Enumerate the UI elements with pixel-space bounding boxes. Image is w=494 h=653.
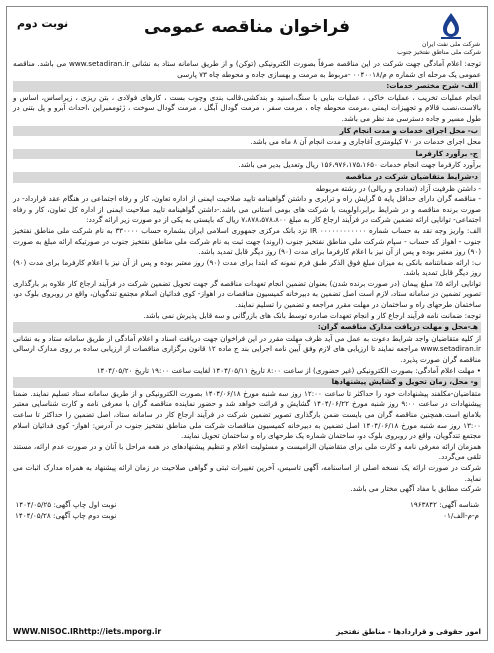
notice-body bbox=[7, 59, 487, 495]
iets-url[interactable]: http://iets.mporg.ir bbox=[78, 627, 162, 636]
ad-id: شناسه آگهی: ۱۹۶۳۸۴۲ bbox=[409, 499, 479, 509]
section-d-item-5: توانایی ارائه ۵٪ مبلغ پیمان (در صورت برنده شدن) بعنوان تضمین انجام تعهدات مناقصه گر جهت تحویل تضمین شرکت در فرآیند ارجاع کار علاوه بر بارگذاری تصویر تضمین در سامانه ستاد، لازم است اصل تضمین به دبیرخانه کمیسیون مناقصات در اهواز- کوی فدائیان اسلام مجتمع تندگویان، واقع در روبروی بلوک دو، ساختمان طرحهای راه و ساختمان در مهلت مقرر مراجعه و تضمین را تسلیم نمایند. bbox=[13, 278, 481, 310]
section-b-body: محل اجرای خدمات در ۷۰ کیلومتری آغاجاری و مدت انجام آن ۸ ماه می باشد. bbox=[250, 137, 481, 147]
section-a-body: انجام عملیات تخریب ، عملیات خاکی ، عملیات بنایی با سنگ،اسنید و بندکشی،قالب بندی وچوب بست ، کارهای فولادی ، بتن ریزی ، زیراساس، اساس و بالاست،نصب قالام و تجهیزات ایمنی ،مرمت محوطه چاه ، مرمت سفر ، مرمت گودال آبگل ، مرمت گودال سوخت ، ژئوممبراین ،احداث آبرو و پل بتنی در طول مسیر و جاده دسترسی مد نظر می باشد. bbox=[13, 92, 481, 123]
ad-id-col bbox=[410, 499, 479, 521]
section-h-title: هـ-محل و مهلت دریافت مدارک مناقصه گران: bbox=[13, 322, 481, 333]
pub-dates-col bbox=[15, 499, 116, 521]
publication-meta bbox=[7, 495, 487, 521]
section-d-item-1: - داشتن ظرفیت آزاد (تعدادی و ریالی) در رشته مربوطه bbox=[315, 183, 481, 193]
nisoc-url[interactable]: WWW.NISOC.IR bbox=[13, 627, 79, 636]
section-d-note: توجه: ضمانت نامه فرآیند ارجاع کار و انجام تعهدات صادره توسط بانک های بازرگانی و سه قابل پذیرش نمی باشد. bbox=[143, 310, 481, 320]
notice-header bbox=[7, 7, 487, 59]
section-v-body-4: شرکت مطابق با مفاد آگهی مختار می باشد. bbox=[350, 484, 481, 494]
section-c-title: ج- برآورد کارفرما bbox=[13, 149, 481, 160]
section-v-body-2: همزمان ارائه معرفی نامه و کارت ملی برای متقاضیان الزامیست و مسئولیت اعلام و تنظیم پیشنهادهای در همه مراحل با آنان و در صورت عدم ارائه، مستند تلقی می‌گردد. bbox=[13, 441, 481, 462]
org-name-1: شرکت ملی نفت ایران bbox=[421, 41, 481, 48]
department-name: امور حقوقی و قراردادها - مناطق نفتخیز bbox=[336, 627, 481, 636]
ad-ref: م-م-الف/۰۱ bbox=[443, 510, 479, 520]
section-d-title: د-شرایط متقاضیان شرکت در مناقصه bbox=[13, 172, 481, 183]
section-d-item-3: الف: واریز وجه نقد به حساب شماره ۰۰۰۰۰۰۰۰۰۰۰۰ IR نزد بانک مرکزی جمهوری اسلامی ایران بشماره حساب ۳۳۰۰۰۰ به نام شرکت ملی مناطق نفتخیز جنوب - اهواز کد حساب - سپام شرکت ملی مناطق نفتخیز جنوب (اروند) جهت ثبت به نام شرکت ملی مناطق نفتخیز جنوب در صورتیکه ارائه مبلغ به صورت (۹۰) روز معتبر بوده و پس از آن نیز با اعلام کارفرما برای مدت (۹۰) روز دیگر قابل تمدید باشد. bbox=[13, 225, 481, 257]
round-label: نوبت دوم bbox=[17, 17, 69, 30]
section-c-body: برآورد کارفرما جهت انجام خدمات ۱۵۶،۹۷۶،۱۷۵،۱۶۵۰ ریال وتعدیل بدیر می باشد. bbox=[238, 160, 481, 170]
section-b-title: ب- محل اجرای خدمات و مدت انجام کار bbox=[13, 126, 481, 137]
notice-footer bbox=[13, 627, 481, 637]
org-name-2: شرکت ملی مناطق نفتخیز جنوب bbox=[397, 49, 481, 56]
intro-text: توجه: اعلام آمادگی جهت شرکت در این مناقصه صرفاً بصورت الکترونیکی (توکن) و از طریق سامانه ستاد به نشانی www.setadiran.ir می باشد. مناقصه عمومی یک مرحله ای شماره م م/۰۰۴۰۰۱۸ -مربوط به مرمت و بهسازی جاده و محوطه چاه ۷۳ پارسی bbox=[13, 59, 481, 79]
second-pub-date: نوبت دوم چاپ آگهی: ۱۴۰۴/۰۵/۲۸ bbox=[15, 510, 117, 520]
footer-urls bbox=[13, 627, 161, 637]
section-h-body: از کلیه متقاضیان واجد شرایط دعوت به عمل می آید ظرف مهلت مقرر در این فراخوان جهت دریافت اسناد و اعلام آمادگی از طریق سامانه ستاد و به نشانی www.setadiran.ir مراجعه نمایند تا ارزیابی های لازم وفق آیین نامه اجرایی بند ج ماده ۱۲ قانون برگزاری مناقصات از ارزیابی ساده بر روی مدارک ارسالی مناقصه گران صورت پذیرد. bbox=[13, 333, 481, 365]
deadline-text: • مهلت اعلام آمادگی: بصورت الکترونیکی (غیر حضوری) از ساعت ۸:۰۰ تاریخ ۱۴۰۴/۰۵/۱۱ لغایت ساعت ۱۹:۰۰ تاریخ ۱۴۰۴/۰۵/۲۰ bbox=[96, 365, 481, 375]
section-d-item-4: ب: ارائه ضمانتنامه بانکی به میزان مبلغ فوق الذکر طبق فرم نمونه که ابتدا برای مدت (۹۰) روز معتبر بوده و پس از آن نیز با اعلام کارفرما برای مدت (۹۰) روز دیگر قابل تمدید باشد. bbox=[13, 257, 481, 278]
section-v-title: و- محل، زمان تحویل و گشایش پیشنهادها bbox=[13, 377, 481, 388]
section-v-body-1: متقاضیان-مکلفند پیشنهادات خود را حداکثر تا ساعت ۱۲:۰۰ روز سه شنبه مورخ ۱۴۰۴/۰۶/۱۸ بصورت الکترونیکی و از طریق سامانه ستاد تسلیم نمایند. ضمنا پیشنهادات در ساعت ۹:۰۰ روز شنبه مورخ ۱۴۰۴/۰۶/۲۲ گشایش و قرائت خواهد شد و حضور نماینده مناقصه گران با معرفی نامه و کارت شناسایی معتبر بلامانع است.همچنین مناقصه گران می بایست ضمن بارگذاری تصویر تضمین شرکت در فرآیند ارجاع کار در سامانه ستاد، اصل تضمین را حداکثر تا ساعت ۱۳:۰۰ روز سه شنبه مورخ ۱۴۰۴/۰۶/۱۸ اصل تضمین به دبیرخانه کمیسیون مناقصات شرکت ملی مناطق نفتخیز جنوب در آدرس: اهواز- کوی فدائیان اسلام مجتمع تندگویان، واقع در روبروی بلوک دو، ساختمان شماره یک طرحهای راه و ساختمان تحویل نمایند. bbox=[13, 388, 482, 441]
notice-title: فراخوان مناقصه عمومی bbox=[143, 17, 351, 37]
section-v-body-3: شرکت در صورت ارائه یک نسخه اصلی از اساسنامه، آگهی تاسیس، آخرین تغییرات ثبتی و گواهی صلاحیت در زمان ارائه پیشنهاد به همراه مدارک اثبات می نماید. bbox=[13, 462, 481, 483]
first-pub-date: نوبت اول چاپ آگهی: ۱۴۰۴/۰۵/۲۵ bbox=[15, 499, 117, 509]
section-d-item-2: - مناقصه گران دارای حداقل پایه ۵ گرایش راه و ترابری و داشتن گواهینامه تایید صلاحیت ایمنی از اداره تعاون، کار و رفاه اجتماعی در هنگام عقد قرارداد- در صورت برنده مناقصه و در شرایط برابر،اولویت با شرکت های بومی استانی می باشد.-داشتن گواهینامه تایید صلاحیت ایمنی از اداره کل تعاون، کار و رفاه اجتماعی- توانایی ارائه تضمین شرکت در فرآیند ارجاع کار به مبلغ ۷،۸۷۸،۵۷۸،۸۰۰ ریال که بایستی به یکی از دو صورت زیر ارائه گردد: bbox=[13, 194, 481, 225]
tender-notice bbox=[6, 6, 488, 641]
section-a-title: الف- شرح مختصر خدمات: bbox=[13, 81, 481, 92]
